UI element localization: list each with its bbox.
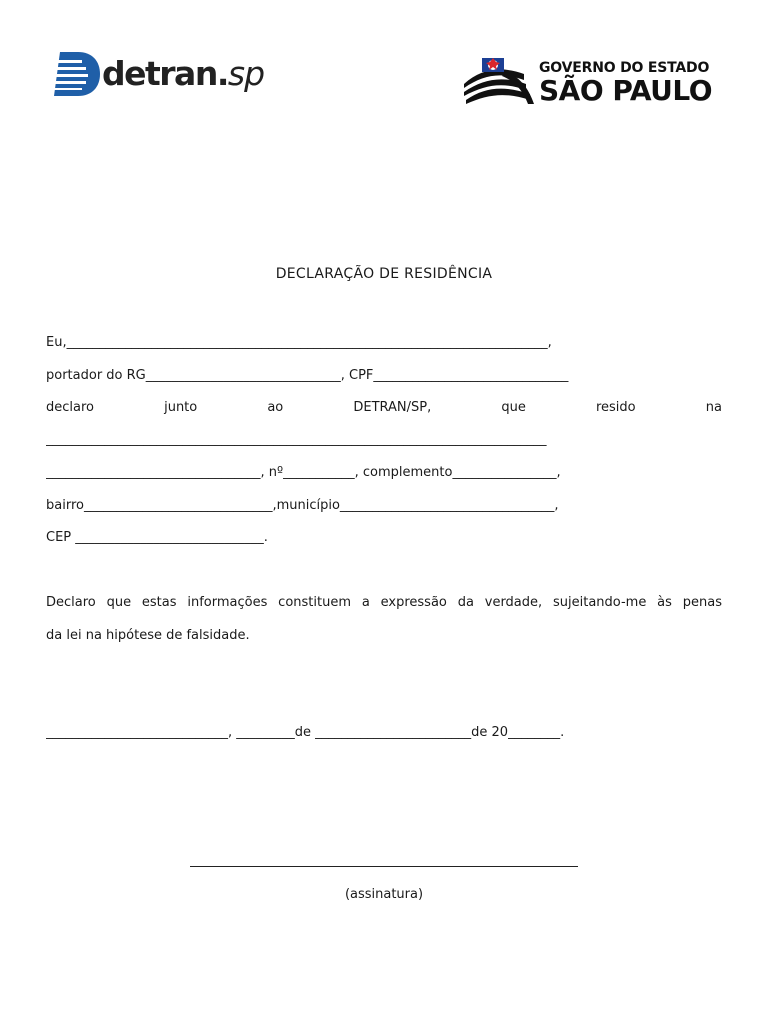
declaro-word: resido — [595, 400, 636, 415]
address-line: _____________________________________________________________________________ — [46, 432, 547, 447]
declaration-word: a — [361, 595, 370, 610]
declaro-word: DETRAN/SP, — [353, 400, 432, 415]
name-line: Eu,__________________________________________________________________________, — [46, 335, 552, 350]
declaration-word: que — [106, 595, 132, 610]
declaration-word: constituem — [278, 595, 351, 610]
declaration-word: expressão — [380, 595, 447, 610]
detran-emblem-icon — [52, 52, 100, 96]
bairro-municipio-line: bairro_____________________________,município_________________________________, — [46, 498, 559, 513]
sp-flag-emblem-icon — [462, 54, 540, 110]
declaro-word: na — [705, 400, 722, 415]
number-complement-line: _________________________________, nº___________, complemento________________, — [46, 465, 561, 480]
detran-wordmark: detran.sp — [102, 54, 265, 93]
declaration-word: penas — [682, 595, 722, 610]
gov-logo-line2: SÃO PAULO — [539, 74, 713, 107]
detran-logo — [52, 50, 265, 106]
declaro-line — [46, 400, 722, 415]
declaration-word: sujeitando-me — [553, 595, 647, 610]
cep-line: CEP _____________________________. — [46, 530, 268, 545]
declaration-word: às — [657, 595, 672, 610]
declaration-line-1 — [46, 595, 722, 610]
declaro-word: ao — [267, 400, 284, 415]
declaration-word: informações — [187, 595, 268, 610]
declaro-word: declaro — [46, 400, 94, 415]
signature-line — [190, 866, 578, 867]
date-line: ____________________________, _________de ________________________de 20________. — [46, 725, 565, 740]
gov-logo-line1: GOVERNO DO ESTADO — [539, 60, 710, 76]
governo-sp-logo — [462, 52, 718, 112]
signature-label: (assinatura) — [344, 887, 424, 902]
declaration-line-2: da lei na hipótese de falsidade. — [46, 628, 250, 643]
declaro-word: que — [501, 400, 526, 415]
declaration-word: estas — [141, 595, 177, 610]
declaration-word: verdade, — [484, 595, 543, 610]
declaro-word: junto — [164, 400, 198, 415]
document-title: DECLARAÇÃO DE RESIDÊNCIA — [275, 266, 493, 282]
rg-cpf-line: portador do RG______________________________, CPF______________________________ — [46, 368, 569, 383]
declaration-word: Declaro — [46, 595, 96, 610]
declaration-word: da — [457, 595, 474, 610]
